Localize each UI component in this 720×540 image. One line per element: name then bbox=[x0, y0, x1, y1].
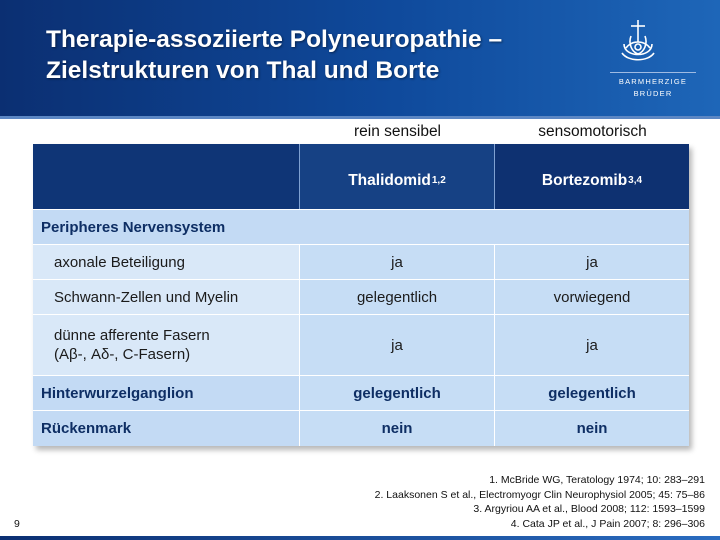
table-header-thalidomid bbox=[299, 144, 494, 209]
cross-emblem-icon bbox=[598, 6, 708, 76]
thalidomid-label: Thalidomid bbox=[348, 171, 431, 189]
slide-title-line-2: Zielstrukturen von Thal und Borte bbox=[46, 57, 440, 84]
header-divider bbox=[0, 116, 720, 119]
table-header-bortezomib bbox=[494, 144, 689, 209]
bortezomib-ref: 3,4 bbox=[628, 175, 643, 186]
table-row bbox=[33, 245, 689, 280]
reference-item: 4. Cata JP et al., J Pain 2007; 8: 296–306 bbox=[510, 517, 705, 530]
reference-item: 1. McBride WG, Teratology 1974; 10: 283–291 bbox=[489, 474, 705, 486]
reference-item: 3. Argyriou AA et al., Blood 2008; 112: 1593–1599 bbox=[473, 503, 705, 515]
thalidomid-value: gelegentlich bbox=[299, 376, 494, 410]
row-label: Hinterwurzelganglion bbox=[41, 384, 194, 402]
row-label: axonale Beteiligung bbox=[54, 253, 185, 271]
table-row bbox=[33, 411, 689, 446]
table-row bbox=[33, 315, 689, 376]
bortezomib-value: nein bbox=[494, 411, 689, 446]
thalidomid-ref: 1,2 bbox=[431, 175, 446, 186]
slide-title bbox=[46, 24, 606, 86]
thalidomid-value: gelegentlich bbox=[299, 280, 494, 314]
row-label-line-1: dünne afferente Fasern bbox=[54, 327, 210, 344]
logo-text-line-2: BRÜDER bbox=[633, 89, 673, 98]
footer-bar bbox=[0, 536, 720, 540]
logo-divider bbox=[610, 72, 696, 73]
column-caption-sensibel: rein sensibel bbox=[353, 123, 442, 140]
section-row-pns bbox=[33, 210, 689, 245]
bortezomib-value: ja bbox=[494, 315, 689, 375]
thalidomid-value: nein bbox=[299, 411, 494, 446]
logo-text-line-1: BARMHERZIGE bbox=[618, 77, 688, 86]
row-label-line-2: (Aβ-, Aδ-, C-Fasern) bbox=[54, 346, 191, 363]
comparison-table bbox=[33, 144, 689, 446]
references bbox=[375, 473, 705, 531]
barmherzige-brueder-logo bbox=[598, 6, 708, 106]
section-label: Peripheres Nervensystem bbox=[41, 218, 226, 236]
bortezomib-value: gelegentlich bbox=[494, 376, 689, 410]
bortezomib-label: Bortezomib bbox=[541, 171, 628, 189]
table-row bbox=[33, 280, 689, 315]
row-label bbox=[33, 315, 299, 375]
reference-item: 2. Laaksonen S et al., Electromyogr Clin Neurophysiol 2005; 45: 75–86 bbox=[374, 488, 705, 501]
thalidomid-value: ja bbox=[299, 315, 494, 375]
thalidomid-value: ja bbox=[299, 245, 494, 279]
row-label: Rückenmark bbox=[41, 420, 132, 437]
page-number: 9 bbox=[14, 518, 20, 530]
column-caption-sensomotorisch: sensomotorisch bbox=[538, 123, 647, 140]
table-header-row bbox=[33, 144, 689, 210]
bortezomib-value: ja bbox=[494, 245, 689, 279]
row-label: Schwann-Zellen und Myelin bbox=[54, 288, 239, 306]
slide-title-line-1: Therapie-assoziierte Polyneuropathie – bbox=[46, 26, 503, 53]
table-row bbox=[33, 376, 689, 411]
table-header-empty bbox=[33, 144, 299, 209]
bortezomib-value: vorwiegend bbox=[494, 280, 689, 314]
slide-header bbox=[0, 0, 720, 116]
